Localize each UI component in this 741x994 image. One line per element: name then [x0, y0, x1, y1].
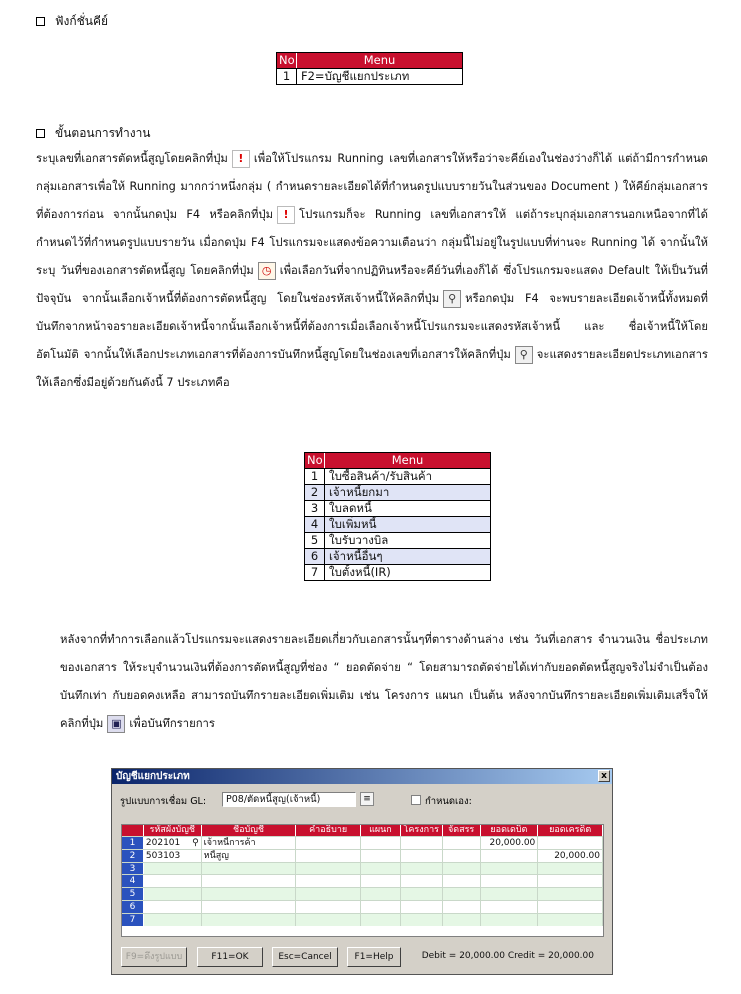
table-row[interactable]	[122, 913, 603, 926]
credit-cell[interactable]	[538, 875, 603, 887]
menu-row-no: 1	[305, 469, 325, 484]
dialog-title: บัญชีแยกประเภท	[116, 771, 190, 782]
calendar-icon: ◷	[258, 262, 276, 280]
table-row[interactable]	[122, 849, 603, 862]
col-allocation: จัดสรร	[443, 825, 481, 836]
menu-row-no: 7	[305, 565, 325, 580]
allocation-cell[interactable]	[443, 914, 481, 926]
description-cell[interactable]	[296, 863, 361, 875]
menu-row-no: 4	[305, 517, 325, 532]
gl-format-label: รูปแบบการเชื่อม GL:	[120, 796, 207, 807]
para1-text-2: เพื่อให้โปรแกรม Running เลขที่เอกสารให้หรือว่าจะคีย์เองในช่องว่างก็ได้ แต่ถ้ามีการกำหนดกลุ่มเอกสารเพื่อให้ Running มากกว่าหนึ่งกลุ่ม ( กำหนดรายละเอียดได้ที่กำหนดรูปแบบรายวันในส่วนของ Document ) ให้คีย์กลุ่มเอกสารที่ต้องการก่อน จากนั้นกดปุ่ม F4 หรือคลิกที่ปุ่ม	[36, 152, 708, 221]
account-code-cell[interactable]	[144, 901, 202, 913]
department-cell[interactable]	[361, 837, 401, 849]
allocation-cell[interactable]	[443, 901, 481, 913]
menu-item-credit-note[interactable]: ใบลดหนี้	[329, 501, 372, 515]
row-number: 5	[122, 888, 144, 900]
para2-text-2: เพื่อบันทึกรายการ	[129, 717, 215, 730]
credit-cell[interactable]: 20,000.00	[538, 850, 603, 862]
allocation-cell[interactable]	[443, 863, 481, 875]
f11-ok-button[interactable]: F11=OK	[197, 947, 263, 967]
para1-text-4: เพื่อเลือกวันที่จากปฏิทินหรือจะคีย์วันที่เองก็ได้ ซึ่งโปรแกรมจะแสดง Default ให้เป็นวันที่ปัจจุบัน จากนั้นเลือกเจ้าหนี้ที่ต้องการตัดหนี้สูญ โดยในช่องรหัสเจ้าหนี้ให้คลิกที่ปุ่ม	[36, 264, 708, 305]
table-row[interactable]	[122, 874, 603, 887]
gl-grid	[121, 824, 604, 937]
document-type-menu	[304, 452, 491, 581]
menu-row-no: 2	[305, 485, 325, 500]
table-row[interactable]	[122, 887, 603, 900]
function-keys-title: ฟังก์ชั่นคีย์	[55, 14, 109, 28]
menu-item-invoice-receipt[interactable]: ใบตั้งหนี้(IR)	[329, 565, 391, 579]
para1-text-6: จะแสดงรายละเอียดประเภทเอกสารให้เลือกซึ่งมีอยู่ด้วยกันดังนี้ 7 ประเภทคือ	[36, 348, 708, 389]
department-cell[interactable]	[361, 914, 401, 926]
allocation-cell[interactable]	[443, 850, 481, 862]
project-cell[interactable]	[401, 914, 443, 926]
description-cell[interactable]	[296, 901, 361, 913]
credit-cell[interactable]	[538, 837, 603, 849]
function-key-menu	[276, 52, 463, 85]
exclamation-icon: !	[277, 206, 295, 224]
department-cell[interactable]	[361, 875, 401, 887]
credit-cell[interactable]	[538, 901, 603, 913]
f1-help-button[interactable]: F1=Help	[347, 947, 401, 967]
menu-row-no: 1	[277, 69, 297, 84]
gl-format-input[interactable]: P08/ตัดหนี้สูญ(เจ้าหนี้)	[222, 792, 356, 807]
description-cell[interactable]	[296, 914, 361, 926]
account-code-value: 202101	[145, 838, 181, 848]
procedure-heading	[36, 124, 151, 143]
menu-header-menu: Menu	[363, 53, 396, 67]
account-code-cell[interactable]	[144, 837, 202, 849]
credit-cell[interactable]	[538, 863, 603, 875]
row-number: 3	[122, 863, 144, 875]
floppy-icon: ▣	[107, 715, 125, 733]
account-code-cell[interactable]	[144, 863, 202, 875]
para1-text-3: โปรแกรมก็จะ Running เลขที่เอกสารให้ แต่ถ้าระบุกลุ่มเอกสารนอกเหนือจากที่ได้กำหนดไว้ที่กำหนดรูปแบบรายวัน เมื่อกดปุ่ม F4 โปรแกรมจะแสดงข้อความเตือนว่า กลุ่มนี้ไม่อยู่ในรูปแบบที่ท่านจะ Running ได้ จากนั้นให้ระบุ วันที่ของเอกสารตัดหนี้สูญ โดยคลิกที่ปุ่ม	[36, 208, 708, 277]
debit-credit-totals: Debit = 20,000.00 Credit = 20,000.00	[421, 951, 594, 961]
menu-row-no: 5	[305, 533, 325, 548]
table-row[interactable]	[122, 862, 603, 875]
allocation-cell[interactable]	[443, 837, 481, 849]
dialog-titlebar	[112, 769, 612, 784]
allocation-cell[interactable]	[443, 875, 481, 887]
department-cell[interactable]	[361, 901, 401, 913]
account-code-cell[interactable]: 503103	[144, 850, 202, 862]
custom-label: กำหนดเอง:	[425, 796, 472, 807]
debit-cell[interactable]	[481, 901, 539, 913]
account-name-cell[interactable]: เจ้าหนี้การค้า	[202, 837, 297, 849]
menu-item-purchase[interactable]: ใบซื้อสินค้า/รับสินค้า	[329, 469, 433, 483]
description-cell[interactable]	[296, 875, 361, 887]
checkbox-bullet-icon	[36, 129, 45, 138]
menu-item-debit-note[interactable]: ใบเพิ่มหนี้	[329, 517, 377, 531]
f9-load-format-button[interactable]: F9=ดึงรูปแบบ	[121, 947, 187, 967]
menu-row-label[interactable]: F2=บัญชีแยกประเภท	[301, 69, 410, 83]
debit-cell[interactable]	[481, 888, 539, 900]
function-keys-heading	[36, 12, 108, 31]
menu-header-no: No	[305, 453, 325, 468]
row-number: 4	[122, 875, 144, 887]
col-debit: ยอดเดบิต	[481, 825, 539, 836]
col-account-code: รหัสผังบัญชี	[144, 825, 202, 836]
project-cell[interactable]	[401, 875, 443, 887]
menu-header-menu: Menu	[391, 453, 424, 467]
magnifier-icon[interactable]: ⚲	[192, 838, 199, 848]
table-row[interactable]	[122, 836, 603, 849]
menu-row-no: 3	[305, 501, 325, 516]
account-name-cell[interactable]: หนี้สูญ	[202, 850, 297, 862]
debit-cell[interactable]	[481, 850, 539, 862]
custom-checkbox[interactable]	[411, 795, 421, 805]
debit-cell[interactable]	[481, 914, 539, 926]
account-name-cell[interactable]	[202, 863, 297, 875]
account-name-cell[interactable]	[202, 914, 297, 926]
col-project: โครงการ	[401, 825, 443, 836]
department-cell[interactable]	[361, 888, 401, 900]
document-lookup-icon[interactable]: ≡	[360, 792, 374, 806]
menu-row-no: 6	[305, 549, 325, 564]
exclamation-icon: !	[232, 150, 250, 168]
gl-dialog	[111, 768, 613, 975]
row-number: 6	[122, 901, 144, 913]
credit-cell[interactable]	[538, 914, 603, 926]
col-account-name: ชื่อบัญชี	[202, 825, 297, 836]
row-number: 1	[122, 837, 144, 849]
row-number: 2	[122, 850, 144, 862]
esc-cancel-button[interactable]: Esc=Cancel	[272, 947, 338, 967]
project-cell[interactable]	[401, 901, 443, 913]
account-name-cell[interactable]	[202, 888, 297, 900]
col-department: แผนก	[361, 825, 401, 836]
debit-cell[interactable]	[481, 875, 539, 887]
project-cell[interactable]	[401, 863, 443, 875]
col-rownum	[122, 825, 144, 836]
col-credit: ยอดเครดิต	[538, 825, 603, 836]
account-code-cell[interactable]	[144, 888, 202, 900]
table-row[interactable]	[122, 900, 603, 913]
para1-text-5: หรือกดปุ่ม F4 จะพบรายละเอียดเจ้าหนี้ทั้งหมดที่บันทึกจากหน้าจอรายละเอียดเจ้าหนี้จากนั้นเลือกเจ้าหนี้ที่ต้องการเมื่อเลือกเจ้าหนี้โปรแกรมจะแสดงรหัสเจ้าหนี้ และ ชื่อเจ้าหนี้ให้โดยอัตโนมัติ จากนั้นให้เลือกประเภทเอกสารที่ต้องการบันทึกหนี้สูญโดยในช่องเลขที่เอกสารให้คลิกที่ปุ่ม	[36, 292, 708, 361]
magnifier-icon: ⚲	[515, 346, 533, 364]
checkbox-bullet-icon	[36, 17, 45, 26]
credit-cell[interactable]	[538, 888, 603, 900]
close-icon[interactable]: x	[598, 770, 610, 782]
account-code-cell[interactable]	[144, 914, 202, 926]
menu-header-no: No	[277, 53, 297, 68]
project-cell[interactable]	[401, 837, 443, 849]
account-name-cell[interactable]	[202, 901, 297, 913]
department-cell[interactable]	[361, 850, 401, 862]
menu-item-billing-receipt[interactable]: ใบรับวางบิล	[329, 533, 389, 547]
project-cell[interactable]	[401, 850, 443, 862]
account-code-cell[interactable]	[144, 875, 202, 887]
col-description: คำอธิบาย	[296, 825, 361, 836]
magnifier-icon: ⚲	[443, 290, 461, 308]
description-cell[interactable]	[296, 850, 361, 862]
menu-item-carried-forward[interactable]: เจ้าหนี้ยกมา	[329, 485, 390, 499]
grid-header	[122, 825, 603, 836]
description-cell[interactable]	[296, 888, 361, 900]
project-cell[interactable]	[401, 888, 443, 900]
account-name-cell[interactable]	[202, 875, 297, 887]
menu-item-other-creditors[interactable]: เจ้าหนี้อื่นๆ	[329, 549, 383, 563]
para1-text-1: ระบุเลขที่เอกสารตัดหนี้สูญโดยคลิกที่ปุ่ม	[36, 152, 228, 165]
description-cell[interactable]	[296, 837, 361, 849]
debit-cell[interactable]	[481, 863, 539, 875]
para2-text-1: หลังจากที่ทำการเลือกแล้วโปรแกรมจะแสดงรายละเอียดเกี่ยวกับเอกสารนั้นๆที่ตารางด้านล่าง เช่น วันที่เอกสาร จำนวนเงิน ชื่อประเภทของเอกสาร ให้ระบุจำนวนเงินที่ต้องการตัดหนี้สูญที่ช่อง “ ยอดตัดจ่าย “ โดยสามารถตัดจ่ายได้เท่ากับยอดตัดหนี้สูญจริงไม่จำเป็นต้องบันทึกเท่า กับยอดคงเหลือ สามารถบันทึกรายละเอียดเพิ่มเติม เช่น โครงการ แผนก เป็นต้น หลังจากบันทึกรายละเอียดเพิ่มเติมเสร็จให้คลิกที่ปุ่ม	[60, 633, 708, 730]
allocation-cell[interactable]	[443, 888, 481, 900]
department-cell[interactable]	[361, 863, 401, 875]
debit-cell[interactable]: 20,000.00	[481, 837, 539, 849]
details-paragraph	[60, 626, 708, 738]
row-number: 7	[122, 914, 144, 926]
procedure-paragraph	[36, 145, 708, 397]
procedure-title: ขั้นตอนการทำงาน	[55, 126, 151, 140]
